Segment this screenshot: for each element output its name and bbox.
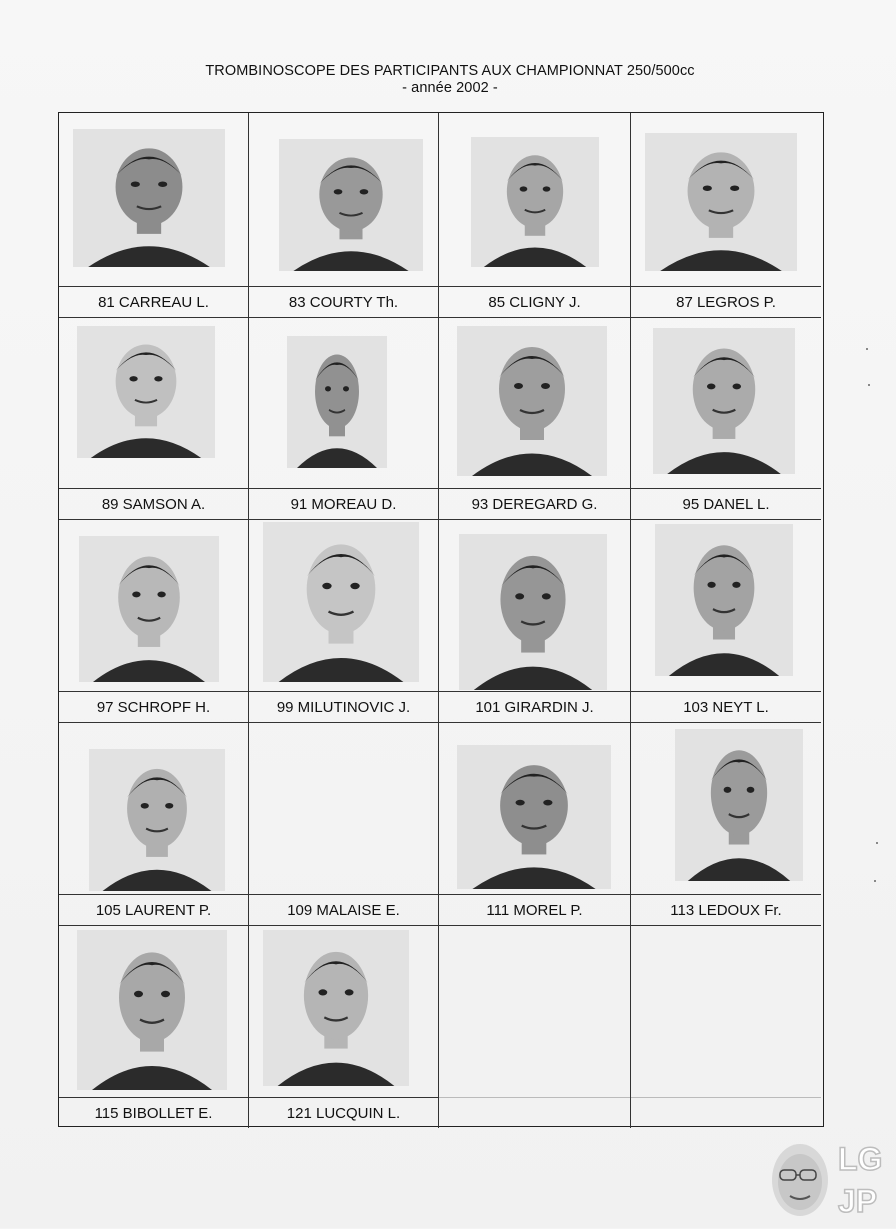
participant-card [59,113,249,318]
participant-name-label: 95 DANEL L. [631,488,821,519]
title-line-2: - année 2002 - [402,80,498,96]
portrait-photo [457,745,611,889]
scan-speck [866,348,868,350]
participant-card [249,113,439,318]
participant-card [439,520,631,723]
participant-name-label: 115 BIBOLLET E. [59,1097,248,1128]
portrait-photo [79,536,219,682]
participant-name-label: 103 NEYT L. [631,691,821,722]
participant-name-label: 91 MOREAU D. [249,488,438,519]
portrait-photo [279,139,423,271]
participant-name-label [631,1097,821,1128]
portrait-photo [459,534,607,690]
participant-card [631,723,821,926]
participant-name-label [439,1097,630,1128]
participant-name-label: 105 LAURENT P. [59,894,248,925]
participant-card [439,723,631,926]
svg-text:JP: JP [838,1183,878,1219]
participant-name-label: 101 GIRARDIN J. [439,691,630,722]
portrait-photo [73,129,225,267]
portrait-photo [675,729,803,881]
scan-speck [868,384,870,386]
participant-card [631,113,821,318]
participant-name-label: 93 DEREGARD G. [439,488,630,519]
participant-card [439,926,631,1128]
participants-grid [58,112,824,1127]
scan-speck [876,842,878,844]
portrait-photo [287,336,387,468]
portrait-photo [77,326,215,458]
participant-card [249,723,439,926]
portrait-photo [471,137,599,267]
participant-card [59,723,249,926]
participant-name-label: 89 SAMSON A. [59,488,248,519]
participant-card [631,520,821,723]
portrait-photo [89,749,225,891]
portrait-photo [645,133,797,271]
caricature-logo-icon [766,1132,892,1224]
participant-card [59,520,249,723]
participant-card [631,926,821,1128]
portrait-photo [457,326,607,476]
title-line-1: TROMBINOSCOPE DES PARTICIPANTS AUX CHAMPIONNAT 250/500cc [205,63,695,79]
svg-text:LG: LG [838,1141,883,1177]
portrait-photo [655,524,793,676]
participant-card [249,520,439,723]
participant-card [439,318,631,520]
portrait-photo [653,328,795,474]
participant-card [249,318,439,520]
participant-name-label: 83 COURTY Th. [249,286,438,317]
participant-name-label: 87 LEGROS P. [631,286,821,317]
participant-name-label: 99 MILUTINOVIC J. [249,691,438,722]
participant-name-label: 85 CLIGNY J. [439,286,630,317]
portrait-photo [77,930,227,1090]
participant-name-label: 81 CARREAU L. [59,286,248,317]
participant-name-label: 111 MOREL P. [439,894,630,925]
participant-name-label: 113 LEDOUX Fr. [631,894,821,925]
participant-card [439,113,631,318]
participant-card [631,318,821,520]
participant-name-label: 121 LUCQUIN L. [249,1097,438,1128]
portrait-photo [263,930,409,1086]
participant-card [59,926,249,1128]
document-title [120,63,780,97]
participant-name-label: 109 MALAISE E. [249,894,438,925]
participant-name-label: 97 SCHROPF H. [59,691,248,722]
participant-card [249,926,439,1128]
portrait-photo [263,522,419,682]
scan-speck [874,880,876,882]
participant-card [59,318,249,520]
